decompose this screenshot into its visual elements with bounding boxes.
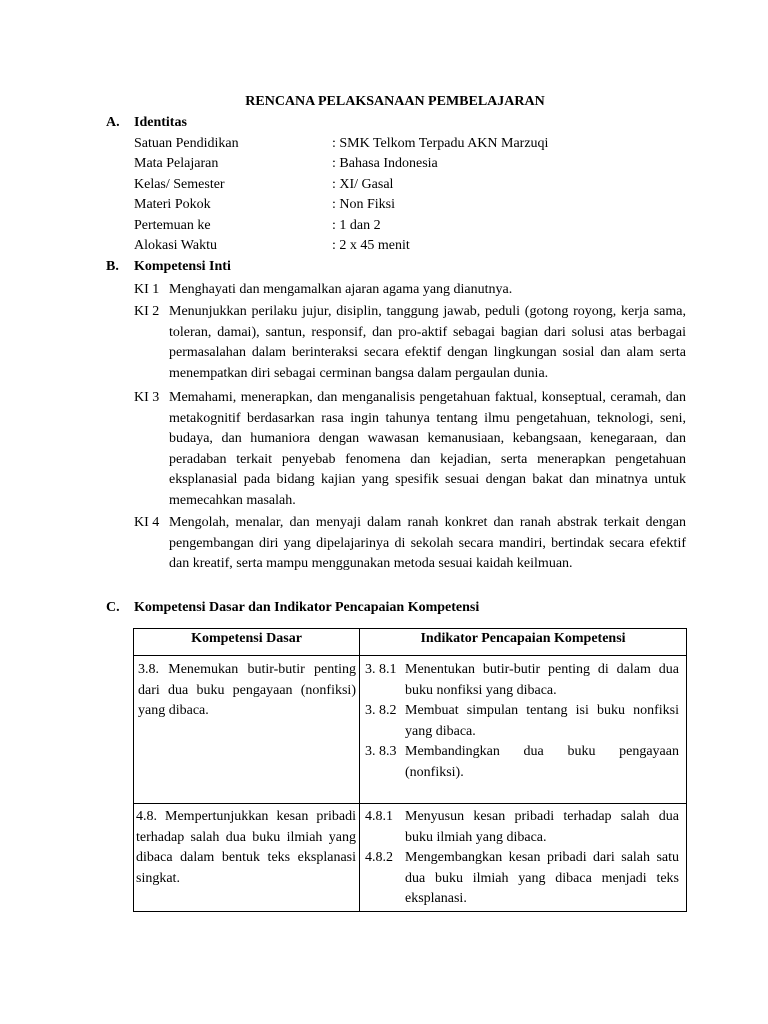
ki-item xyxy=(134,513,686,575)
ki-code: KI 1 xyxy=(134,282,160,297)
ki-code: KI 2 xyxy=(134,304,160,319)
identity-value: : XI/ Gasal xyxy=(332,177,394,192)
competency-table xyxy=(133,628,687,912)
identity-label: Mata Pelajaran xyxy=(134,156,219,171)
ki-text: Menghayati dan mengamalkan ajaran agama yang dianutnya. xyxy=(169,282,513,297)
document-title: RENCANA PELAKSANAAN PEMBELAJARAN xyxy=(245,94,545,109)
indicator-text: Membandingkan dua buku pengayaan (nonfiksi). xyxy=(405,744,679,780)
indicator-number: 3. 8.2 xyxy=(365,703,397,718)
ki-item xyxy=(134,302,686,384)
kd-cell xyxy=(134,656,360,804)
identity-label: Materi Pokok xyxy=(134,197,211,212)
indicator-number: 4.8.2 xyxy=(365,850,393,865)
ki-code: KI 3 xyxy=(134,390,160,405)
kd-text: 4.8. Mempertunjukkan kesan pribadi terhadap salah dua buku ilmiah yang dibaca dalam bentuk teks eksplanasi singkat. xyxy=(136,809,356,886)
identity-row xyxy=(134,195,634,215)
ki-text: Memahami, menerapkan, dan menganalisis pengetahuan faktual, konseptual, ceramah, dan metakognitif berdasarkan rasa ingin tahunya tentang ilmu pengetahuan, teknologi, seni, budaya, dan humaniora dengan wawasan kemanusiaan, kebangsaan, kenegaraan, dan peradaban terkait penyebab fenomena dan kejadian, serta menerapkan pengetahuan eksplanasial pada bidang kajian yang spesifik sesuai dengan bakat dan minatnya untuk memecahkan masalah. xyxy=(169,390,686,508)
column-header-indikator: Indikator Pencapaian Kompetensi xyxy=(360,629,687,656)
section-c-title: Kompetensi Dasar dan Indikator Pencapaian Kompetensi xyxy=(134,600,480,615)
section-c-heading xyxy=(106,598,479,619)
identity-row xyxy=(134,154,634,174)
indicator-item xyxy=(361,742,685,783)
indicator-number: 3. 8.1 xyxy=(365,662,397,677)
identity-row xyxy=(134,134,634,154)
section-b-letter: B. xyxy=(106,259,119,274)
indicator-item xyxy=(361,701,685,742)
indicator-text: Mengembangkan kesan pribadi dari salah satu dua buku ilmiah yang dibaca menjadi teks eksplanasi. xyxy=(405,850,679,906)
ki-item xyxy=(134,280,686,301)
indicator-cell xyxy=(360,656,687,804)
indicator-cell xyxy=(360,804,687,912)
indicator-text: Menyusun kesan pribadi terhadap salah dua buku ilmiah yang dibaca. xyxy=(405,809,679,845)
ki-item xyxy=(134,388,686,511)
indicator-item xyxy=(361,660,685,701)
identity-label: Pertemuan ke xyxy=(134,218,211,233)
section-a-letter: A. xyxy=(106,115,120,130)
table-header-row xyxy=(134,629,687,656)
identity-label: Kelas/ Semester xyxy=(134,177,225,192)
indicator-item xyxy=(361,807,685,848)
identity-value: : 2 x 45 menit xyxy=(332,238,410,253)
section-b-title: Kompetensi Inti xyxy=(134,259,231,274)
indicator-number: 3. 8.3 xyxy=(365,744,397,759)
ki-text: Mengolah, menalar, dan menyaji dalam ranah konkret dan ranah abstrak terkait dengan pengembangan diri yang dipelajarinya di sekolah secara mandiri, bertindak secara efektif dan kreatif, serta mampu menggunakan metoda sesuai kaidah keilmuan. xyxy=(169,515,686,571)
ki-text: Menunjukkan perilaku jujur, disiplin, tanggung jawab, peduli (gotong royong, kerja sama, toleran, damai), santun, responsif, dan pro-aktif sebagai bagian dari solusi atas berbagai permasalahan dalam berinteraksi secara efektif dengan lingkungan sosial dan alam serta menempatkan diri sebagai cerminan bangsa dalam pergaulan dunia. xyxy=(169,304,686,381)
section-b-heading xyxy=(106,257,231,278)
section-c-letter: C. xyxy=(106,600,120,615)
identity-label: Satuan Pendidikan xyxy=(134,136,239,151)
kd-cell xyxy=(134,804,360,912)
ki-code: KI 4 xyxy=(134,515,160,530)
identity-value: : Bahasa Indonesia xyxy=(332,156,438,171)
column-header-kompetensi-dasar: Kompetensi Dasar xyxy=(134,629,360,656)
table-row xyxy=(134,656,687,804)
identity-value: : SMK Telkom Terpadu AKN Marzuqi xyxy=(332,136,549,151)
identity-label: Alokasi Waktu xyxy=(134,238,217,253)
section-a-title: Identitas xyxy=(134,115,187,130)
identity-row xyxy=(134,175,634,195)
indicator-text: Membuat simpulan tentang isi buku nonfiksi yang dibaca. xyxy=(405,703,679,739)
indicator-item xyxy=(361,848,685,910)
table-row xyxy=(134,804,687,912)
kd-text: 3.8. Menemukan butir-butir penting dari dua buku pengayaan (nonfiksi) yang dibaca. xyxy=(138,662,356,718)
section-a-heading xyxy=(106,113,187,134)
identity-value: : 1 dan 2 xyxy=(332,218,381,233)
indicator-list xyxy=(361,805,685,910)
indicator-list xyxy=(361,657,685,783)
indicator-text: Menentukan butir-butir penting di dalam dua buku nonfiksi yang dibaca. xyxy=(405,662,679,698)
identity-value: : Non Fiksi xyxy=(332,197,396,212)
indicator-number: 4.8.1 xyxy=(365,809,393,824)
identity-row xyxy=(134,216,634,236)
identity-row xyxy=(134,236,634,256)
